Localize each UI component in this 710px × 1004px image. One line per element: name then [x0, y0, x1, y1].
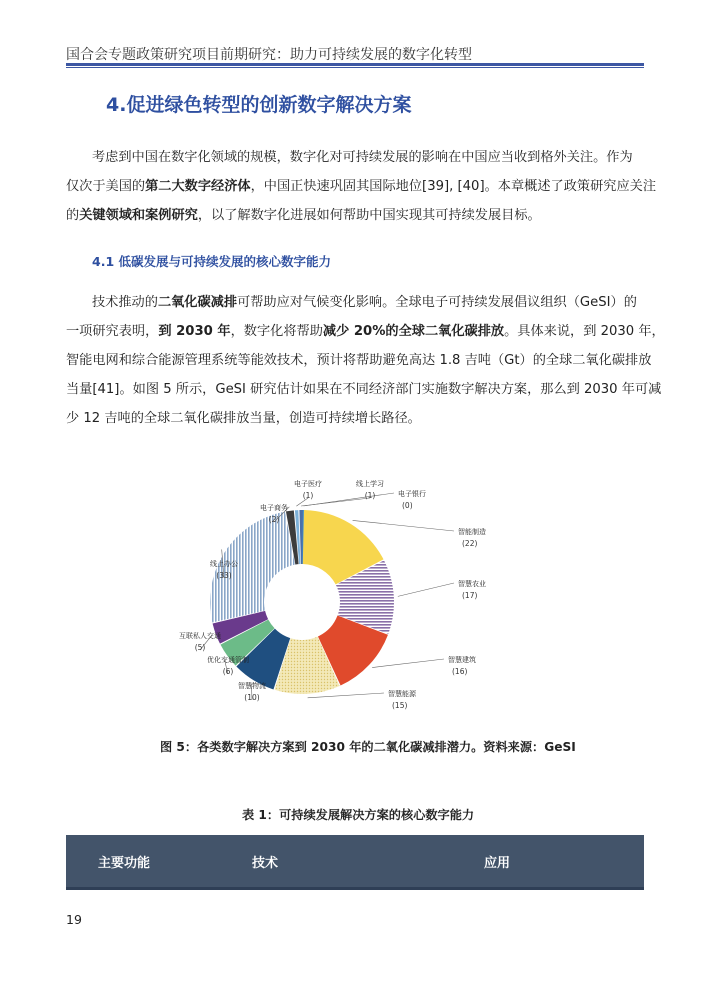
- body-text: 一项研究表明，: [66, 324, 159, 339]
- body-paragraph: [66, 288, 665, 433]
- body-text: 可帮助应对气候变化影响。全球电子可持续发展倡议组织（GeSI）的: [237, 295, 637, 310]
- intro-text: 仅次于美国的: [66, 179, 146, 194]
- running-header: 国合会专题政策研究项目前期研究：助力可持续发展的数字化转型: [66, 47, 472, 63]
- body-text: ，数字化将帮助: [230, 324, 323, 339]
- page-number: 19: [66, 912, 82, 927]
- leader-line: [398, 583, 454, 596]
- intro-line-2: [66, 172, 657, 201]
- slice-label: 智慧建筑: [448, 656, 476, 664]
- slice-value-label: (5): [194, 643, 206, 652]
- slice-value-label: (10): [244, 693, 260, 702]
- table-title: 表 1：可持续发展解决方案的核心数字能力: [242, 808, 475, 822]
- intro-bold-term: 第二大数字经济体: [145, 179, 251, 194]
- intro-text: 的: [66, 208, 80, 223]
- slice-label: 智慧农业: [458, 580, 486, 588]
- slice-value-label: (22): [462, 539, 478, 548]
- section-heading: 4.促进绿色转型的创新数字解决方案: [106, 94, 412, 116]
- slice-label: 线上办公: [210, 560, 238, 568]
- table-header-cell: 应用: [484, 856, 511, 871]
- slice-label: 电子银行: [398, 490, 426, 498]
- intro-bold-term: 关键领域和案例研究: [79, 208, 198, 223]
- slice-label: 智能制造: [458, 528, 486, 536]
- table-header-cell: 技术: [252, 856, 279, 871]
- slice-value-label: (0): [402, 501, 413, 510]
- intro-text: ，中国正快速巩固其国际地位[39], [40]。本章概述了政策研究应关注: [250, 179, 657, 194]
- table-header-row: [66, 835, 644, 890]
- body-line-5: 少 12 吉吨的全球二氧化碳排放当量，创造可持续增长路径。: [66, 411, 421, 426]
- body-line-2: [66, 317, 665, 346]
- intro-text: ，以了解数字化进展如何帮助中国实现其可持续发展目标。: [197, 208, 541, 223]
- donut-chart: [170, 462, 486, 724]
- body-bold-term: 减少 20%的全球二氧化碳排放: [322, 324, 505, 339]
- slice-value-label: (1): [302, 491, 314, 500]
- body-text: 。具体来说，到 2030 年，: [504, 324, 665, 339]
- slice-value-label: (1): [364, 491, 376, 500]
- slice-label: 优化交通管制: [207, 656, 249, 664]
- slice-value-label: (2): [268, 515, 280, 524]
- header-rule: [66, 63, 644, 66]
- slice-value-label: (17): [462, 591, 478, 600]
- figure-caption: 图 5：各类数字解决方案到 2030 年的二氧化碳减排潜力。资料来源：GeSI: [160, 740, 576, 754]
- slice-label: 线上学习: [356, 480, 384, 488]
- intro-line-1: 考虑到中国在数字化领域的规模，数字化对可持续发展的影响在中国应当收到格外关注。作为: [92, 150, 633, 165]
- table-header-cell: 主要功能: [98, 856, 151, 871]
- slice-value-label: (33): [216, 571, 232, 580]
- body-bold-term: 二氧化碳减排: [157, 295, 238, 310]
- subsection-heading: 4.1 低碳发展与可持续发展的核心数字能力: [92, 254, 331, 269]
- slice-label: 电子医疗: [294, 480, 322, 488]
- slice-value-label: (16): [452, 667, 468, 676]
- slice-label: 互联私人交通: [179, 632, 221, 640]
- body-bold-term: 到 2030 年: [158, 324, 231, 339]
- header-rule-thin: [66, 67, 644, 68]
- slice-label: 智慧物流: [238, 682, 266, 690]
- body-line-1: [66, 288, 644, 317]
- body-line-3: 智能电网和综合能源管理系统等能效技术，预计将帮助避免高达 1.8 吉吨（Gt）的全球二氧化碳排放: [66, 353, 652, 368]
- body-text: 技术推动的: [92, 295, 158, 310]
- body-line-4: 当量[41]。如图 5 所示，GeSI 研究估计如果在不同经济部门实施数字解决方案，那么到 2030 年可减: [66, 382, 662, 397]
- slice-value-label: (6): [222, 667, 234, 676]
- intro-line-3: [66, 201, 644, 230]
- leader-line: [353, 520, 454, 531]
- slice-label: 智慧能源: [388, 690, 416, 698]
- slice-value-label: (15): [392, 701, 408, 710]
- slice-label: 电子商务: [260, 504, 288, 512]
- leader-line: [308, 693, 384, 698]
- intro-paragraph: [66, 143, 657, 230]
- leader-line: [372, 659, 444, 668]
